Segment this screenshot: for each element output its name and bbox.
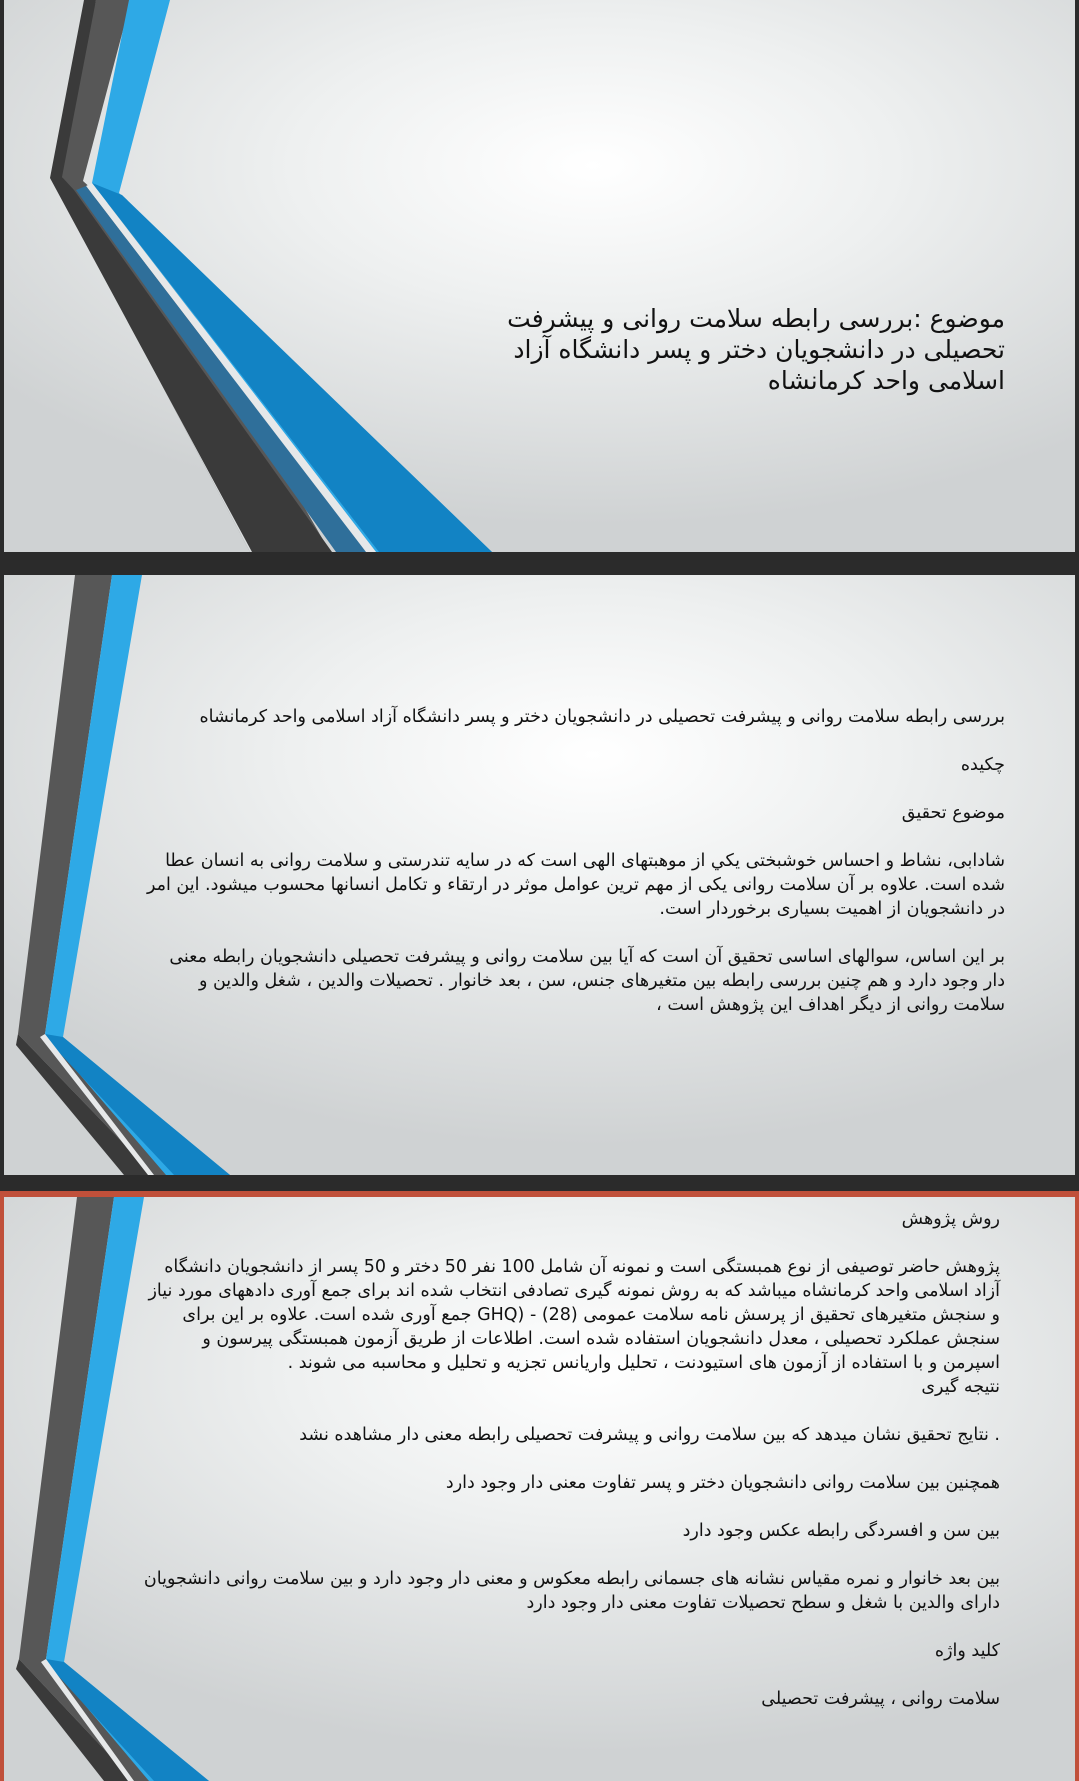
method-text: پژوهش حاضر توصیفی از نوع همبستگی است و نمونه آن شامل 100 نفر 50 دختر و 50 پسر از دانشجویان دانشگاه آزاد اسلامی واحد کرمانشاه میباشد که به روش نمونه گیری تصادفی انتخاب شده اند برای جمع آوری دادههای مورد نیاز و سنجش متغیرهای تحقیق از پرسش نامه سلامت عمومی GHQ) - (28) جمع آوری شده است. علاوه بر این برای سنجش عملکرد تحصیلی ، معدل دانشجویان استفاده شده است. اطلاعات از طریق آزمون همبستگی پیرسون و اسپرمن و با استفاده از آزمون های استیودنت ، تحلیل واریانس تجزیه و تحلیل و محاسبه می شوند .	[148, 1257, 1000, 1373]
abstract-label: چکیده	[960, 755, 1005, 775]
slide-2-heading: بررسی رابطه سلامت روانی و پیشرفت تحصیلی در دانشجویان دختر و پسر دانشگاه آزاد اسلامی واحد کرمانشاه	[199, 707, 1005, 727]
abstract-paragraph-2: بر این اساس، سوالهای اساسی تحقیق آن است که آیا بین سلامت روانی و پیشرفت تحصیلی دانشجویان رابطه معنی دار وجود دارد و هم چنین بررسی رابطه بین متغیرهای جنس، سن ، بعد خانوار . تحصیلات والدین ، شغل والدین و سلامت روانی از دیگر اهداف این پژوهش است ،	[169, 947, 1005, 1015]
result-4: بین بعد خانوار و نمره مقیاس نشانه های جسمانی رابطه معکوس و معنی دار وجود دارد و بین سلامت روانی دانشجویان دارای والدین با شغل و سطح تحصیلات تفاوت معنی دار وجود دارد	[143, 1569, 1000, 1613]
keywords-label: کلید واژه	[934, 1641, 1000, 1661]
keywords: سلامت روانی ، پیشرفت تحصیلی	[761, 1689, 1000, 1709]
result-3: بین سن و افسردگی رابطه عکس وجود دارد	[682, 1521, 1000, 1541]
slide-3	[4, 1197, 1075, 1781]
result-1: . نتایج تحقیق نشان میدهد که بین سلامت روانی و پیشرفت تحصیلی رابطه معنی دار مشاهده نشد	[299, 1425, 1000, 1445]
slide-1	[4, 0, 1075, 552]
conclusion-label: نتیجه گیری	[921, 1377, 1000, 1397]
topic-label: موضوع تحقیق	[901, 803, 1005, 823]
abstract-paragraph-1: شادابی، نشاط و احساس خوشبختی يكي از موهبتهای الهی است که در سایه تندرستی و سلامت روانی به انسان عطا شده است. علاوه بر آن سلامت روانی یکی از مهم ترین عوامل موثر در ارتقاء و تکامل انسانها محسوب میشود. این امر در دانشجویان از اهمیت بسیاری برخوردار است.	[146, 851, 1005, 919]
method-label: روش پژوهش	[901, 1209, 1000, 1229]
slide-1-title: موضوع :بررسی رابطه سلامت روانی و پیشرفت تحصیلی در دانشجویان دختر و پسر دانشگاه آزاد اسلامی واحد کرمانشاه	[507, 304, 1005, 395]
result-2: همچنین بین سلامت روانی دانشجویان دختر و پسر تفاوت معنی دار وجود دارد	[445, 1473, 1000, 1493]
slide-1-decoration	[4, 0, 1075, 552]
slide-2	[4, 575, 1075, 1175]
